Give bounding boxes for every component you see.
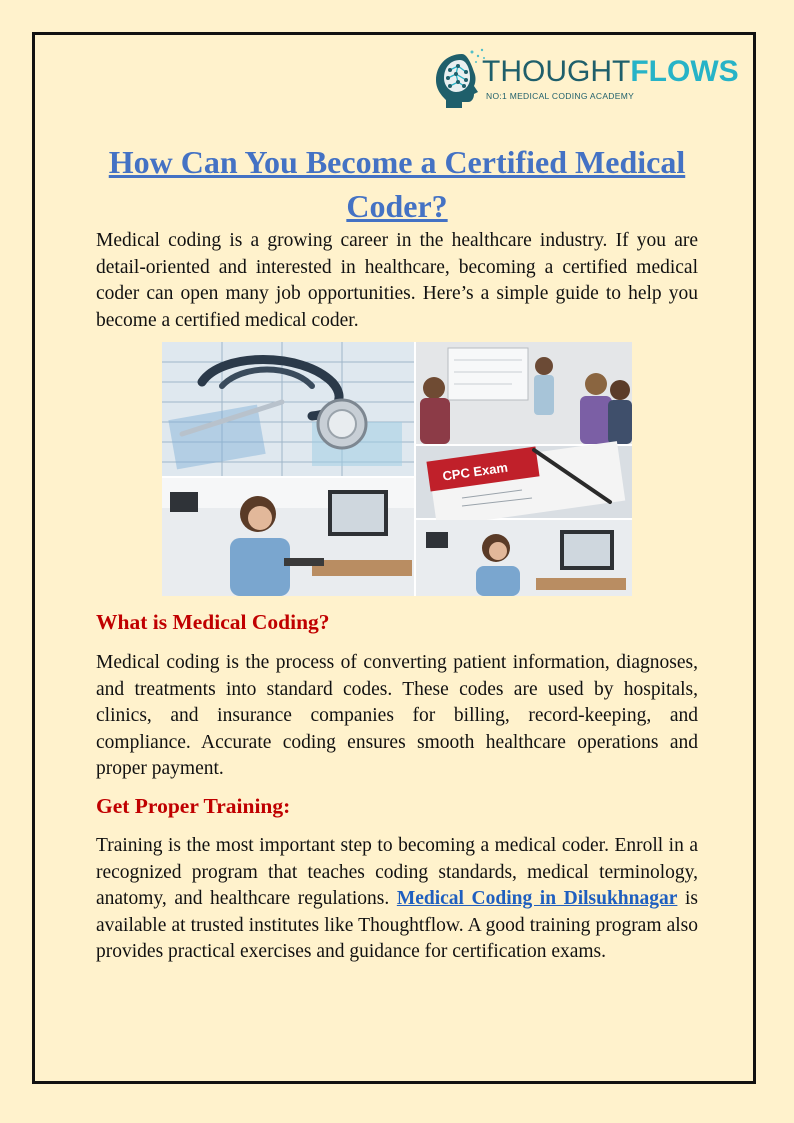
thoughtflows-logo	[432, 46, 739, 110]
intro-paragraph: Medical coding is a growing career in the healthcare industry. If you are detail-oriented and interested in healthcare, becoming a certified medical coder can open many job opportunities. Here’s a simple guide to help you become a certified medical coder.	[96, 230, 698, 331]
section-heading-training: Get Proper Training:	[96, 794, 291, 818]
section-heading-medical-coding: What is Medical Coding?	[96, 610, 330, 634]
stethoscope-photo	[162, 342, 414, 476]
cpc-exam-book-photo	[416, 441, 632, 527]
collage-graphic	[162, 342, 632, 596]
image-collage	[162, 342, 632, 596]
classroom-photo	[416, 342, 632, 444]
logo-wordmark: THOUGHTFLOWS	[482, 55, 739, 88]
section-body-training	[96, 833, 698, 966]
logo-tagline: NO:1 MEDICAL CODING ACADEMY	[486, 91, 635, 101]
training-text-before: Training is the most important step to becoming a medical coder. Enroll in a recognized program that teaches coding standards, medical terminology, anatomy, and healthcare regulations.	[96, 835, 698, 909]
cpc-exam-label: CPC Exam	[441, 459, 509, 484]
student-computer-photo-small	[416, 520, 632, 596]
section-body-medical-coding: Medical coding is the process of converting patient information, diagnoses, and treatments into standard codes. These codes are used by hospitals, clinics, and insurance companies for billing, record-keeping, and compliance. Accurate coding ensures smooth healthcare operations and proper payment.	[96, 652, 698, 779]
training-text-after: is available at trusted institutes like Thoughtflow. A good training program also provides practical exercises and guidance for certification exams.	[96, 888, 698, 962]
student-computer-photo	[162, 478, 414, 596]
medical-coding-dilsukhnagar-link[interactable]: Medical Coding in Dilsukhnagar	[396, 888, 678, 909]
brain-head-icon	[432, 46, 488, 110]
page-title: How Can You Become a Certified Medical Coder?	[108, 144, 686, 224]
